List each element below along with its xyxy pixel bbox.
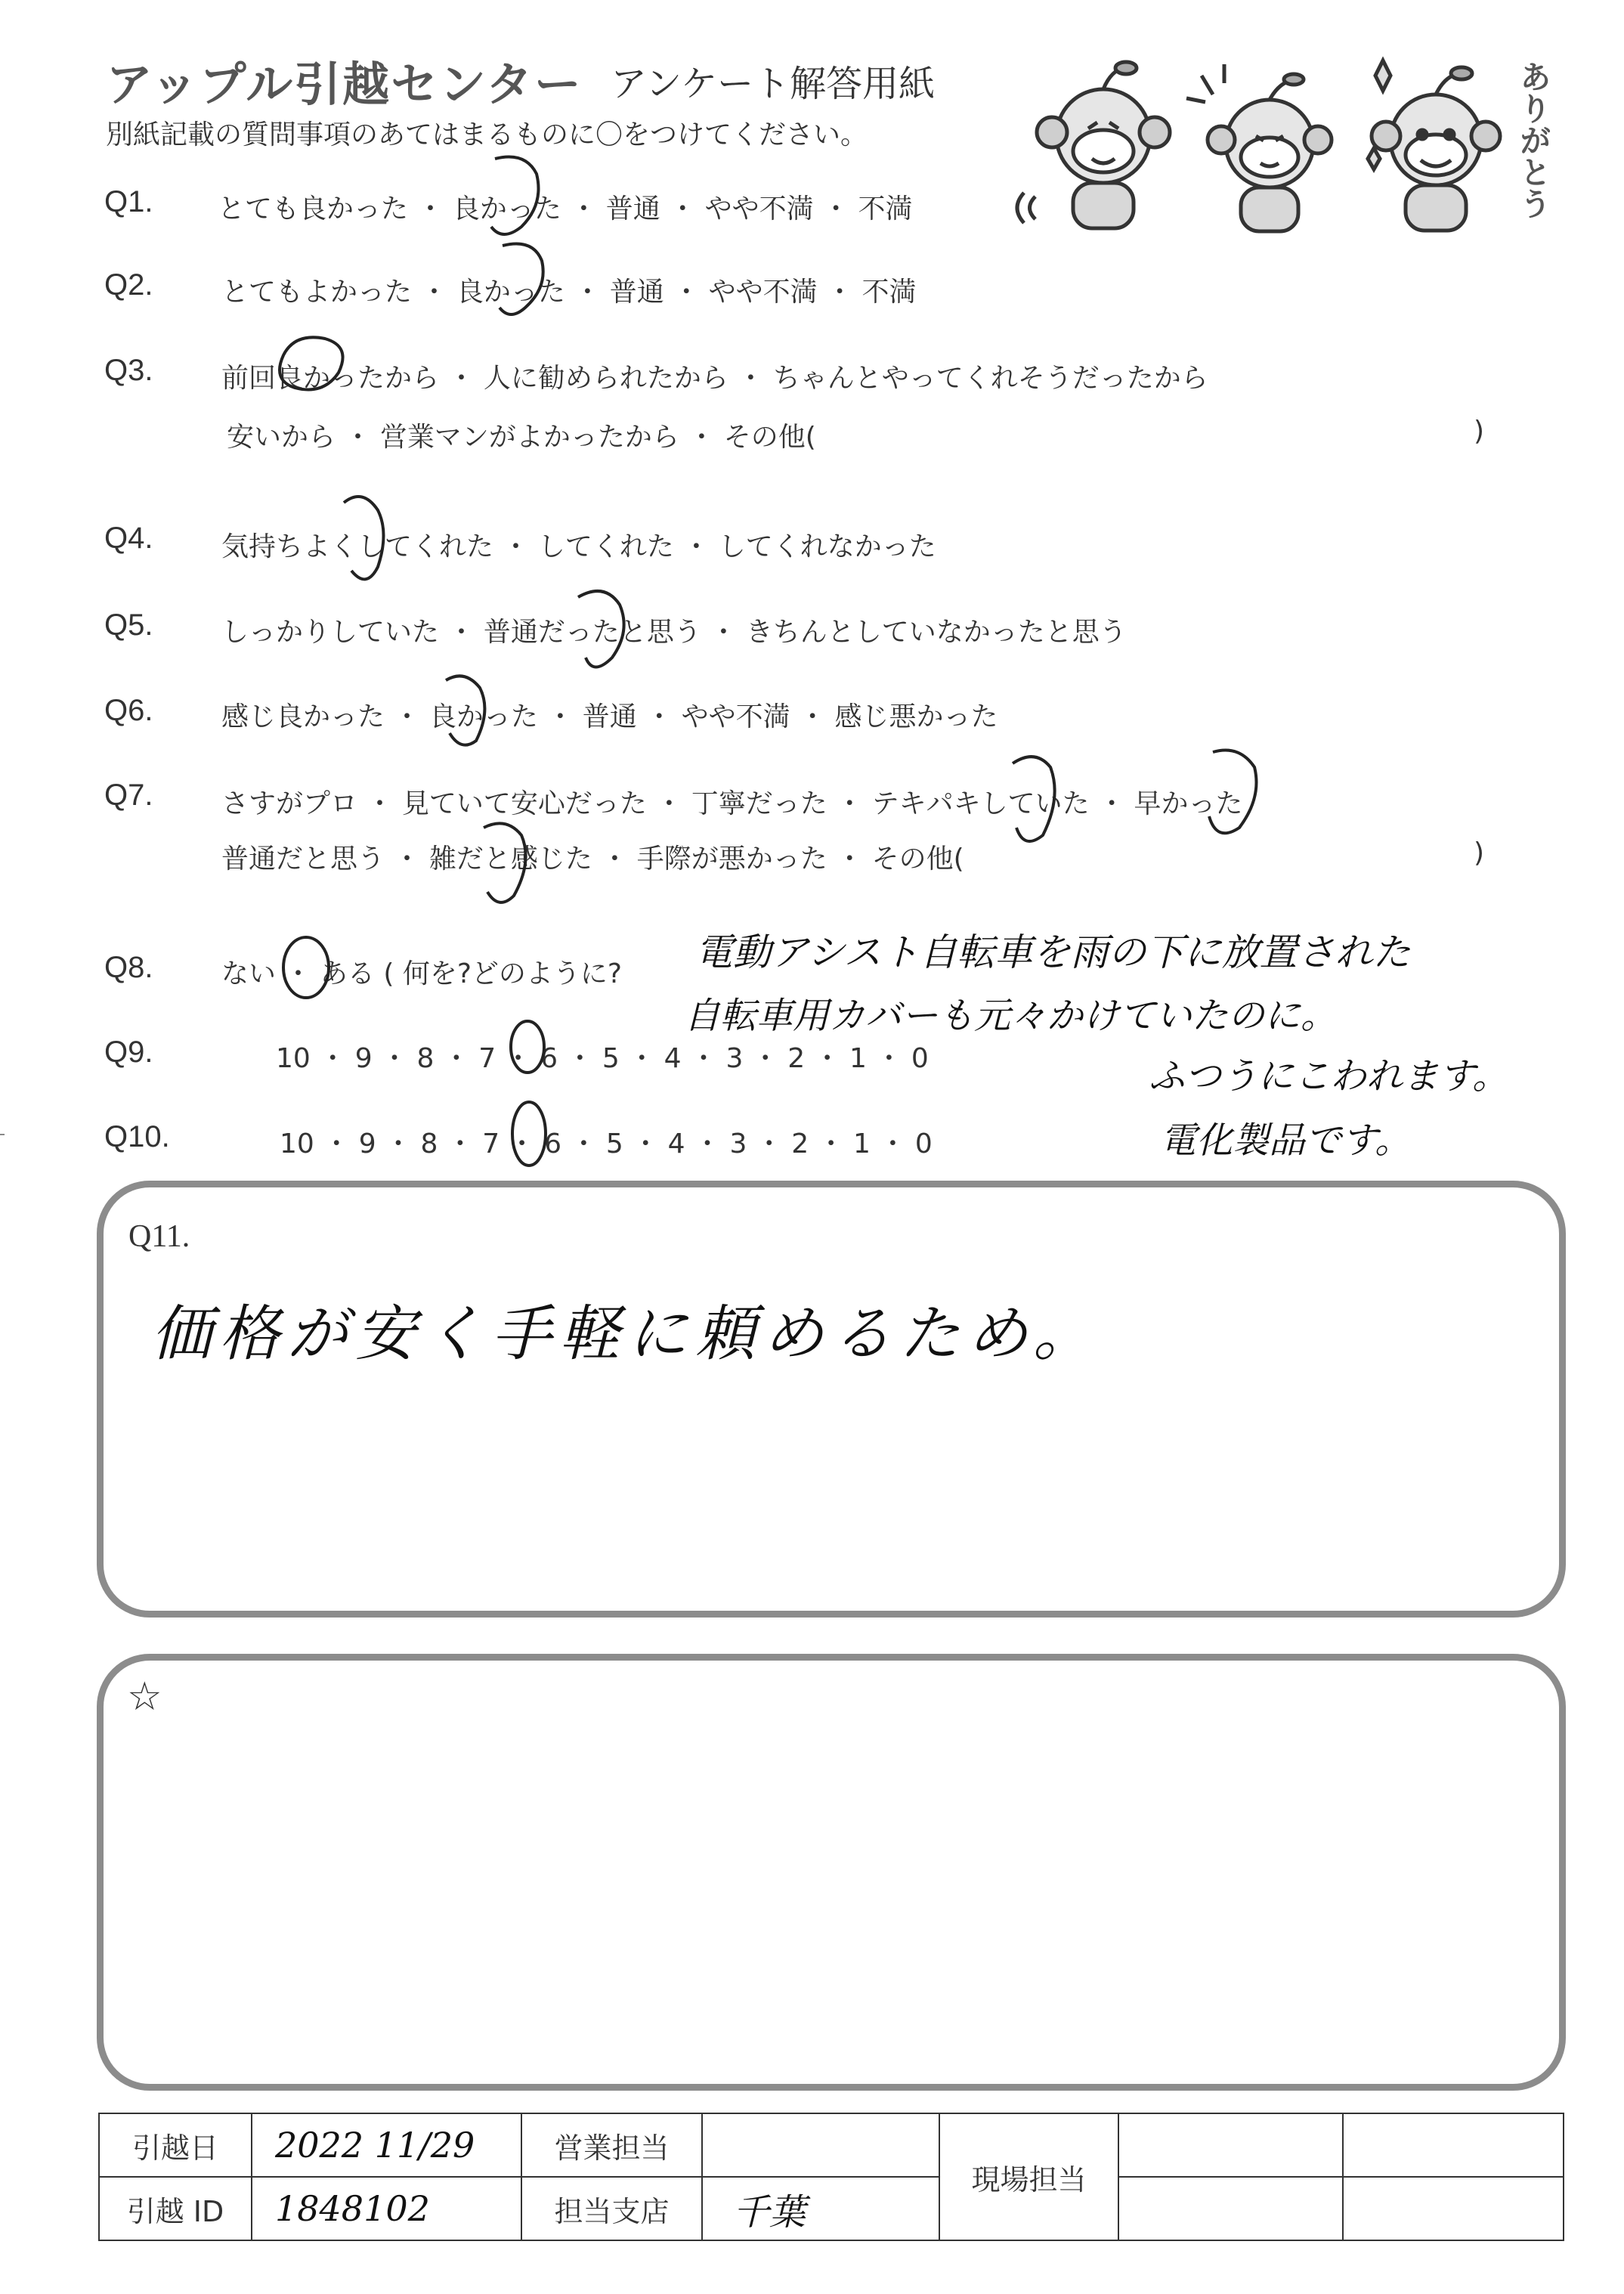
thanks-vertical-text: ありがとう bbox=[1515, 60, 1552, 219]
form-subtitle: アンケート解答用紙 bbox=[611, 63, 936, 105]
move-date-value: 2022 11/29 bbox=[275, 2125, 475, 2166]
q7-label: Q7. bbox=[104, 779, 153, 812]
site-rep-cell-2 bbox=[1343, 2113, 1564, 2177]
q4-circle-mark bbox=[344, 497, 384, 579]
move-id-value: 1848102 bbox=[275, 2188, 430, 2229]
q4-options: 気持ちよくしてくれた ・ してくれた ・ してくれなかった bbox=[221, 531, 936, 562]
q10-circle-mark bbox=[512, 1102, 546, 1166]
sales-rep-label: 営業担当 bbox=[521, 2113, 702, 2177]
star-label: ☆ bbox=[127, 1676, 162, 1719]
q7b-circle-mark bbox=[1209, 751, 1257, 834]
site-rep-label: 現場担当 bbox=[939, 2113, 1118, 2240]
q7-options-line1: さすがプロ ・ 見ていて安心だった ・ 丁寧だった ・ テキパキしていた ・ 早かった bbox=[221, 788, 1243, 819]
q2-label: Q2. bbox=[104, 268, 153, 302]
branch-value: 千葉 bbox=[733, 2190, 806, 2234]
q3-options-line1: 前回良かったから ・ 人に勧められたから ・ ちゃんとやってくれそうだったから bbox=[221, 363, 1208, 394]
q1-options: とても良かった ・ 良かった ・ 普通 ・ やや不満 ・ 不満 bbox=[218, 193, 913, 224]
move-date-label: 引越日 bbox=[99, 2113, 252, 2177]
q8-handwritten-line2: 自転車用カバーも元々かけていたのに。 bbox=[684, 995, 1338, 1037]
form-title: アップル引越センター bbox=[106, 57, 583, 112]
q3-options-line2: 安いから ・ 営業マンがよかったから ・ その他( bbox=[227, 422, 816, 453]
q10-scale: 10 ・ 9 ・ 8 ・ 7 ・ 6 ・ 5 ・ 4 ・ 3 ・ 2 ・ 1 ・ 0 bbox=[280, 1128, 933, 1159]
q8-handwritten-line1: 電動アシスト自転車を雨の下に放置された bbox=[695, 930, 1411, 974]
q9-label: Q9. bbox=[104, 1036, 153, 1069]
footer-info-table bbox=[98, 2113, 1564, 2241]
q8-label: Q8. bbox=[104, 951, 153, 984]
site-rep-cell-4 bbox=[1343, 2177, 1564, 2240]
q8-handwritten-line3: ふつうにこわれます。 bbox=[1149, 1055, 1509, 1097]
q3-label: Q3. bbox=[104, 354, 153, 387]
q6-options: 感じ良かった ・ 良かった ・ 普通 ・ やや不満 ・ 感じ悪かった bbox=[221, 701, 998, 732]
q8-options: ない ・ ある ( 何を?どのように? bbox=[221, 958, 623, 989]
q8-circle-mark bbox=[283, 937, 329, 998]
instruction-text: 別紙記載の質問事項のあてはまるものに〇をつけてください。 bbox=[106, 119, 868, 150]
q4-label: Q4. bbox=[104, 522, 153, 555]
q9-scale: 10 ・ 9 ・ 8 ・ 7 ・ 6 ・ 5 ・ 4 ・ 3 ・ 2 ・ 1 ・ 0 bbox=[276, 1043, 929, 1074]
star-comment-box bbox=[97, 1654, 1566, 2091]
q5-options: しっかりしていた ・ 普通だったと思う ・ きちんとしていなかったと思う bbox=[221, 617, 1127, 648]
q8-handwritten-line4: 電化製品です。 bbox=[1160, 1119, 1412, 1162]
q2-options: とてもよかった ・ 良かった ・ 普通 ・ やや不満 ・ 不満 bbox=[221, 277, 917, 308]
q9-circle-mark bbox=[511, 1021, 544, 1073]
site-rep-cell-3 bbox=[1118, 2177, 1343, 2240]
q6-label: Q6. bbox=[104, 694, 153, 727]
q11-label: Q11. bbox=[128, 1219, 190, 1254]
q7a-circle-mark bbox=[1013, 757, 1055, 841]
move-id-label: 引越 ID bbox=[99, 2177, 252, 2240]
scan-edge-mark bbox=[0, 1134, 5, 1135]
q2-circle-mark bbox=[500, 244, 543, 315]
q7c-circle-mark bbox=[484, 823, 526, 902]
sales-rep-value bbox=[702, 2113, 939, 2177]
q6-circle-mark bbox=[446, 676, 484, 745]
q3-close-paren: ) bbox=[1474, 416, 1485, 447]
q1-circle-mark bbox=[491, 157, 539, 235]
q7-close-paren: ) bbox=[1474, 837, 1485, 868]
branch-label: 担当支店 bbox=[521, 2177, 702, 2240]
q3-circle-mark bbox=[280, 337, 343, 389]
q7-options-line2: 普通だと思う ・ 雑だと感じた ・ 手際が悪かった ・ その他( bbox=[221, 844, 964, 875]
q11-handwritten-answer: 価格が安く手軽に頼めるため。 bbox=[151, 1299, 1101, 1369]
q10-label: Q10. bbox=[104, 1120, 170, 1153]
q1-label: Q1. bbox=[104, 185, 153, 218]
q11-answer-box bbox=[97, 1181, 1566, 1618]
q5-circle-mark bbox=[578, 591, 624, 667]
site-rep-cell-1 bbox=[1118, 2113, 1343, 2177]
q5-label: Q5. bbox=[104, 608, 153, 642]
